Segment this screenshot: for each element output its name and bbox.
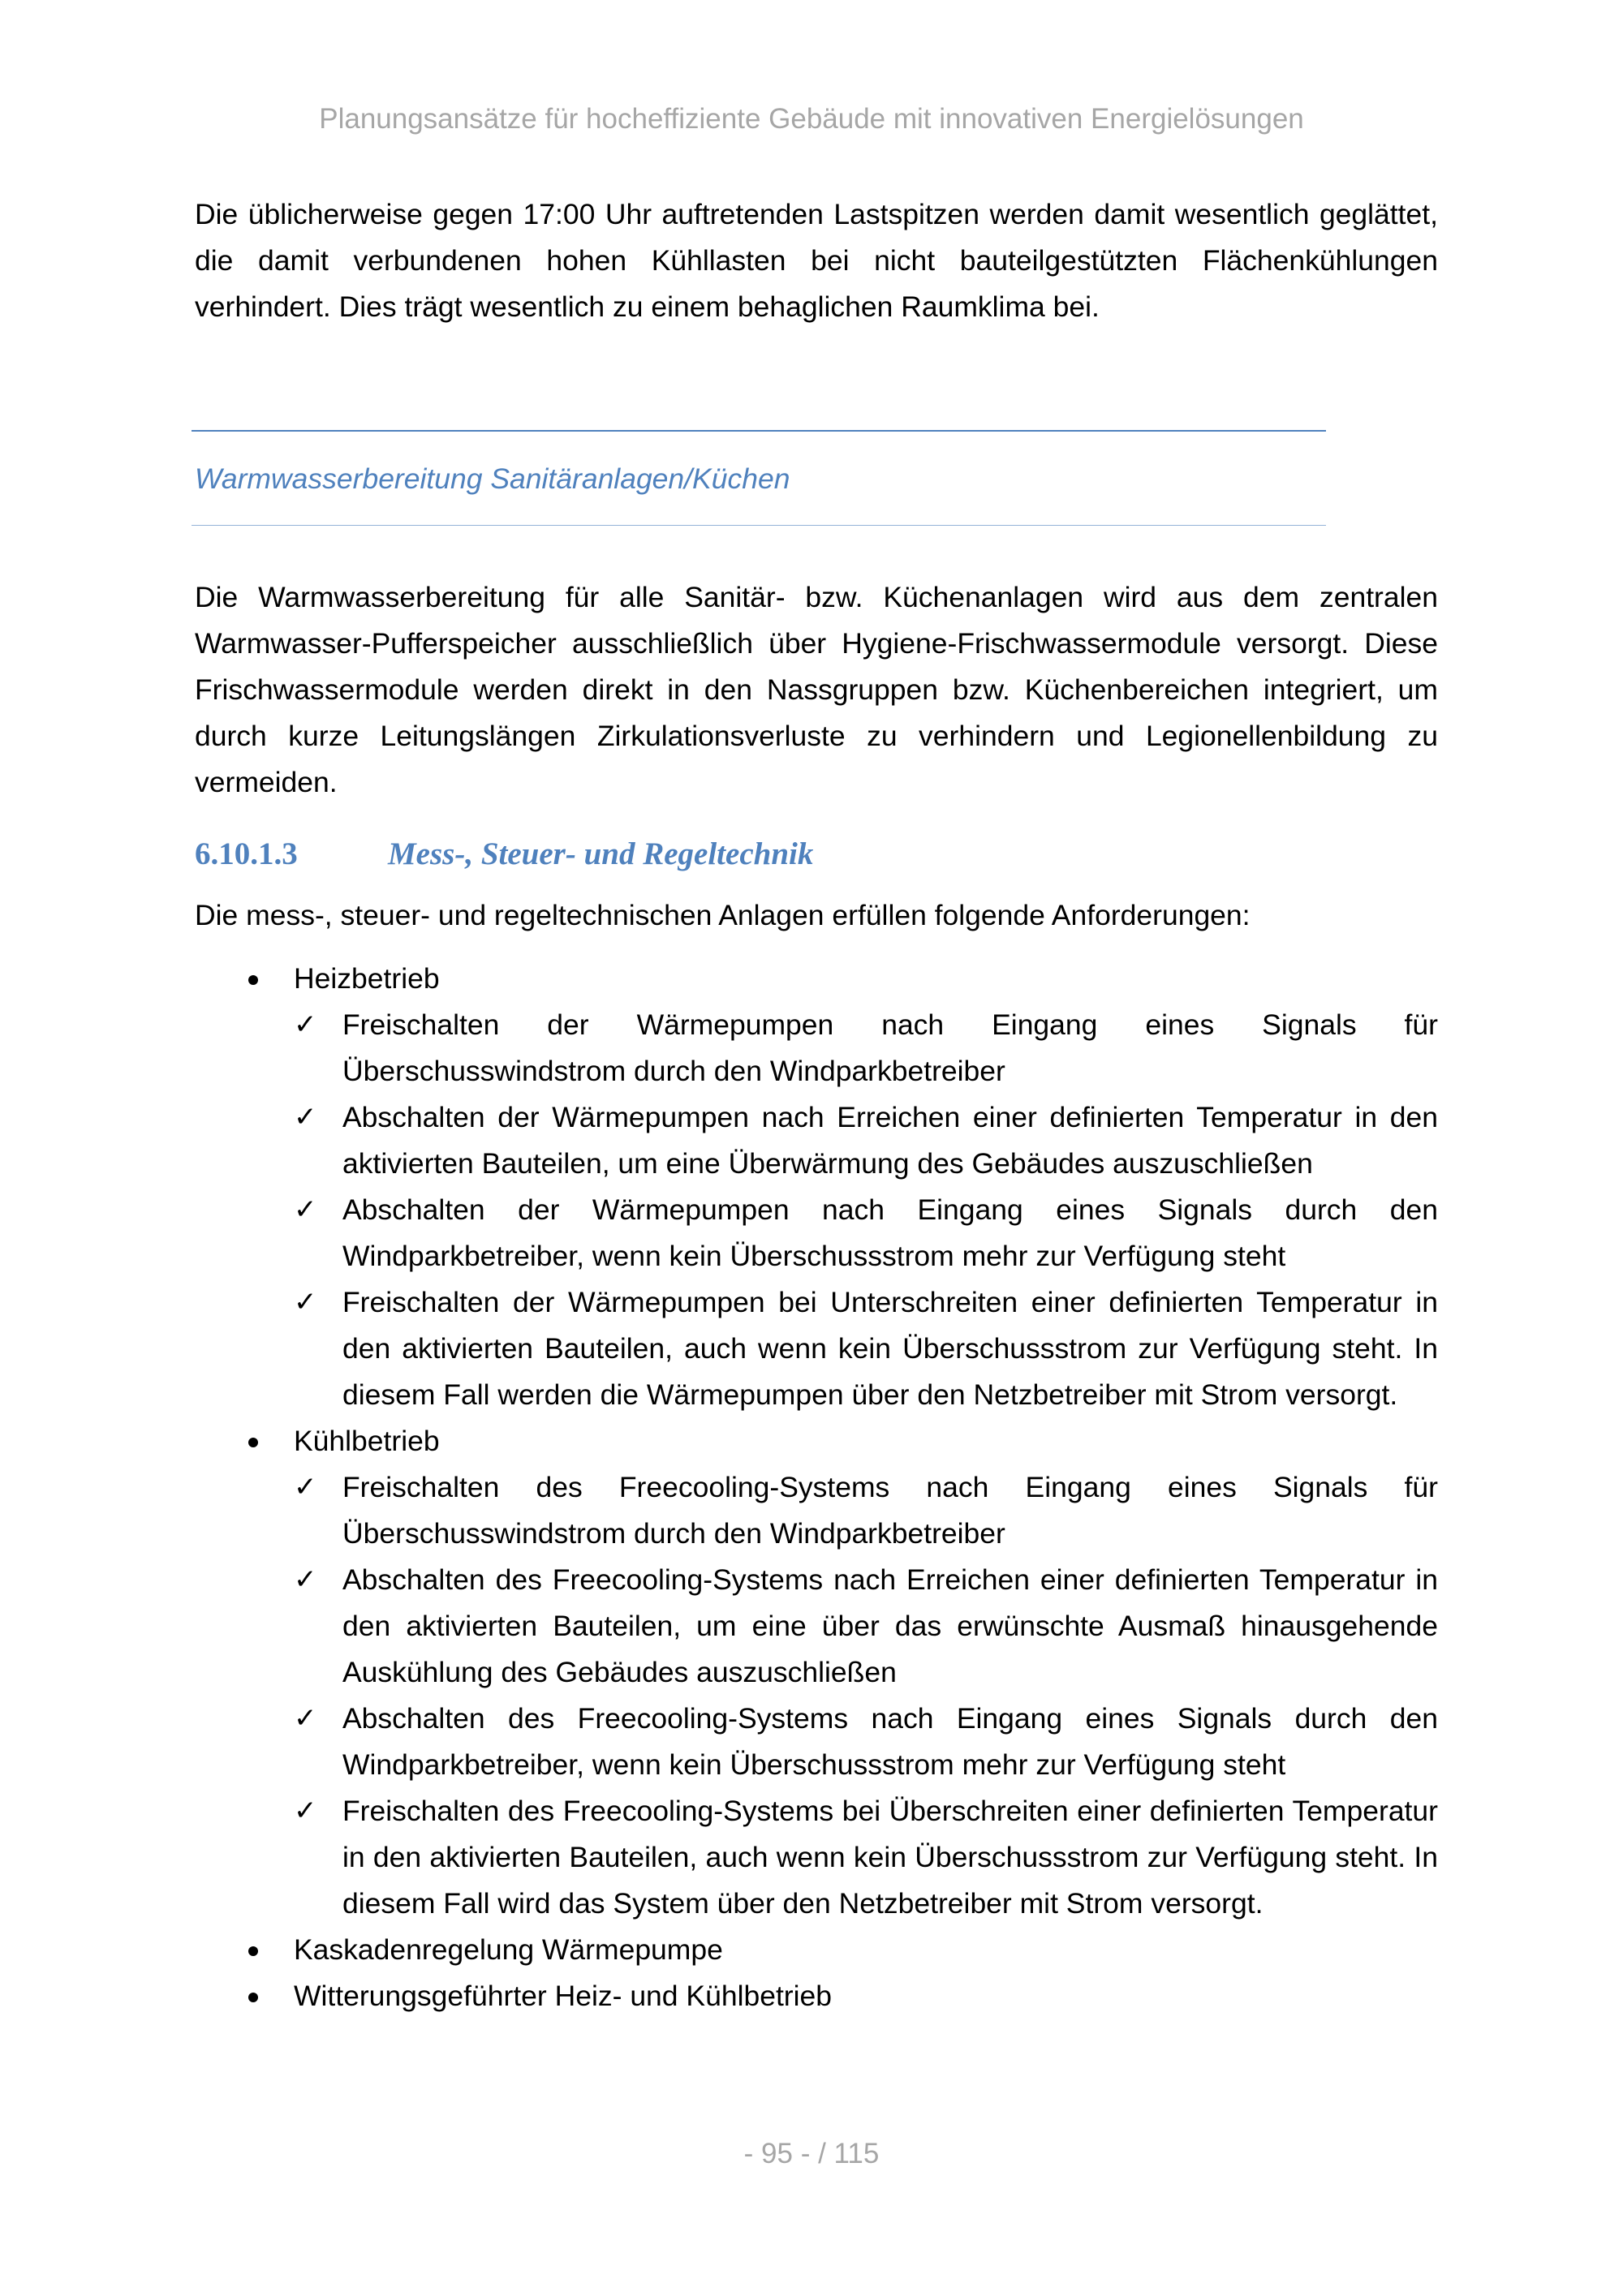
list-item (195, 1927, 1438, 1973)
requirements-intro: Die mess-, steuer- und regeltechnischen Anlagen erfüllen folgende Anforderungen: (195, 899, 1251, 931)
list-item (195, 956, 1438, 1418)
sub-list-item (294, 1002, 1438, 1094)
list-item-label: Kühlbetrieb (294, 1425, 440, 1457)
sub-list (294, 1002, 1438, 1418)
sub-list-item (294, 1094, 1438, 1187)
sub-list-item-text: Freischalten des Freecooling-Systems nach Eingang eines Signals für Überschusswindstrom durch den Windparkbetreiber (342, 1471, 1438, 1550)
checkmark-icon: ✓ (294, 1563, 317, 1596)
section-title: Mess-, Steuer- und Regeltechnik (388, 836, 814, 871)
paragraph-load-peaks: Die üblicherweise gegen 17:00 Uhr auftretenden Lastspitzen werden damit wesentlich geglättet, die damit verbundenen hohen Kühllasten bei nicht bauteilgestützten Flächenkühlungen verhindert. Dies trägt wesentlich zu einem behaglichen Raumklima bei. (195, 198, 1438, 323)
bullet-icon (248, 1993, 258, 2002)
running-header: Planungsansätze für hocheffiziente Gebäude mit innovativen Energielösungen (319, 103, 1304, 135)
checkmark-icon: ✓ (294, 1008, 317, 1041)
subheading-top-rule (192, 430, 1326, 432)
sub-list-item (294, 1464, 1438, 1557)
checkmark-icon: ✓ (294, 1193, 317, 1226)
sub-list-item-text: Abschalten der Wärmepumpen nach Eingang eines Signals durch den Windparkbetreiber, wenn kein Überschussstrom mehr zur Verfügung steht (342, 1193, 1438, 1272)
bullet-icon (248, 1438, 258, 1447)
list-item (195, 1973, 1438, 2019)
sub-list-item-text: Abschalten der Wärmepumpen nach Erreichen einer definierten Temperatur in den aktivierten Bauteilen, um eine Überwärmung des Gebäudes auszuschließen (342, 1101, 1438, 1180)
sub-list (294, 1464, 1438, 1927)
subheading-hot-water: Warmwasserbereitung Sanitäranlagen/Küchen (195, 462, 790, 495)
list-item (195, 1418, 1438, 1927)
sub-list-item (294, 1696, 1438, 1788)
paragraph-hot-water: Die Warmwasserbereitung für alle Sanitär- bzw. Küchenanlagen wird aus dem zentralen Warmwasser-Pufferspeicher ausschließlich über Hygiene-Frischwassermodule versorgt. Diese Frischwassermodule werden direkt in den Nassgruppen bzw. Küchenbereichen integriert, um durch kurze Leitungslängen Zirkulationsverluste zu verhindern und Legionellenbildung zu vermeiden. (195, 581, 1438, 798)
section-number: 6.10.1.3 (195, 836, 298, 871)
sub-list-item-text: Abschalten des Freecooling-Systems nach Erreichen einer definierten Temperatur in den aktivierten Bauteilen, um eine über das erwünschte Ausmaß hinausgehende Auskühlung des Gebäudes auszuschließen (342, 1563, 1438, 1688)
sub-list-item (294, 1788, 1438, 1927)
section-heading (195, 831, 813, 877)
sub-list-item (294, 1557, 1438, 1696)
bullet-icon (248, 1946, 258, 1956)
checkmark-icon: ✓ (294, 1471, 317, 1503)
sub-list-item (294, 1279, 1438, 1418)
subheading-bottom-rule (192, 525, 1326, 526)
checkmark-icon: ✓ (294, 1795, 317, 1827)
checkmark-icon: ✓ (294, 1702, 317, 1735)
bullet-icon (248, 975, 258, 985)
list-item-label: Kaskadenregelung Wärmepumpe (294, 1933, 723, 1966)
sub-list-item-text: Freischalten der Wärmepumpen bei Unterschreiten einer definierten Temperatur in den aktivierten Bauteilen, auch wenn kein Überschussstrom zur Verfügung steht. In diesem Fall werden die Wärmepumpen über den Netzbetreiber mit Strom versorgt. (342, 1286, 1438, 1411)
sub-list-item-text: Abschalten des Freecooling-Systems nach Eingang eines Signals durch den Windparkbetreiber, wenn kein Überschussstrom mehr zur Verfügung steht (342, 1702, 1438, 1781)
sub-list-item-text: Freischalten der Wärmepumpen nach Eingang eines Signals für Überschusswindstrom durch den Windparkbetreiber (342, 1008, 1438, 1087)
list-item-label: Heizbetrieb (294, 962, 440, 995)
checkmark-icon: ✓ (294, 1286, 317, 1318)
page-number: - 95 - / 115 (743, 2138, 880, 2169)
list-item-label: Witterungsgeführter Heiz- und Kühlbetrieb (294, 1980, 833, 2012)
sub-list-item (294, 1187, 1438, 1279)
requirements-list (195, 956, 1438, 2019)
sub-list-item-text: Freischalten des Freecooling-Systems bei Überschreiten einer definierten Temperatur in den aktivierten Bauteilen, auch wenn kein Überschussstrom zur Verfügung steht. In diesem Fall wird das System über den Netzbetreiber mit Strom versorgt. (342, 1795, 1438, 1920)
checkmark-icon: ✓ (294, 1101, 317, 1133)
